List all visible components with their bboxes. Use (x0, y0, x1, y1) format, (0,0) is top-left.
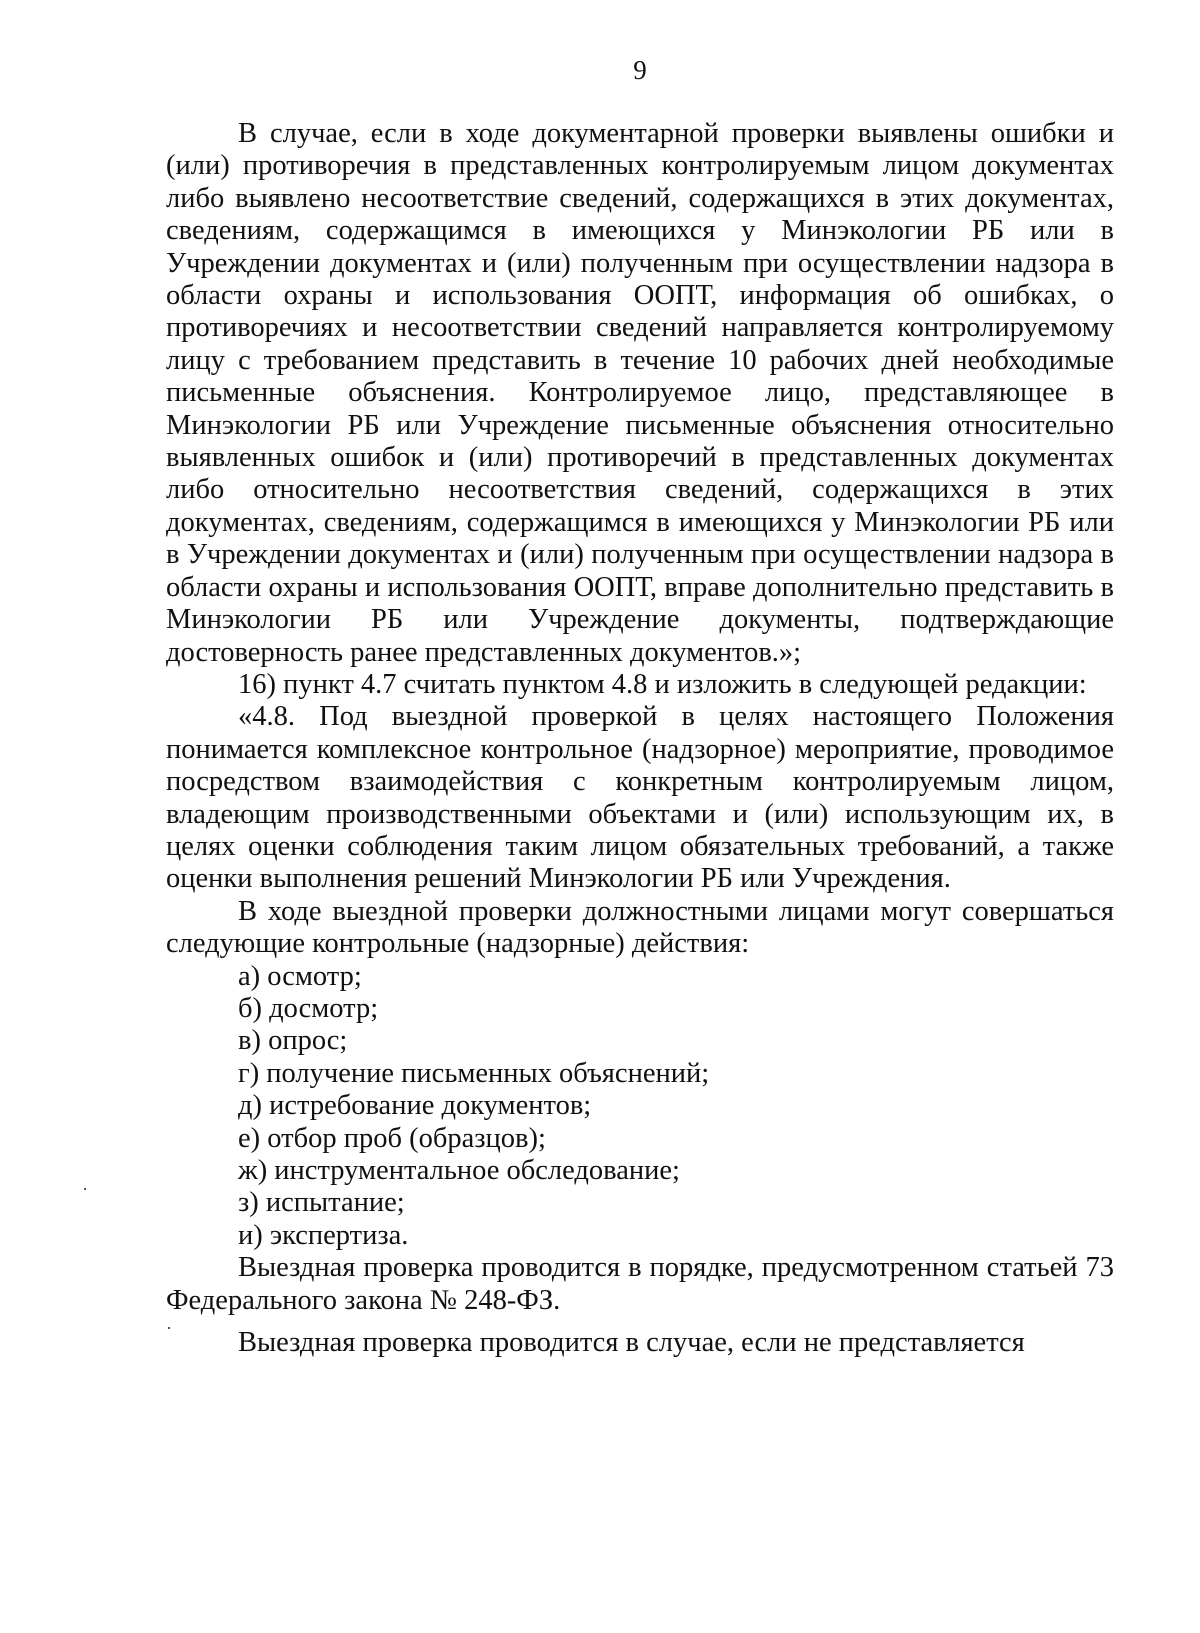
paragraph-field-inspection-definition: «4.8. Под выездной проверкой в целях настоящего Положения понимается комплексное контрольное (надзорное) мероприятие, проводимое посредством взаимодействия с конкретным контролируемым лицом, владеющим производственными объектами и (или) использующим их, в целях оценки соблюдения таким лицом обязательных требований, а также оценки выполнения решений Минэкологии РБ или Учреждения. (166, 701, 1114, 895)
list-item: г) получение письменных объяснений; (238, 1057, 710, 1089)
page-number: 9 (633, 55, 647, 85)
document-body (166, 118, 1114, 1359)
list-item: ж) инструментальное обследование; (238, 1155, 680, 1186)
paragraph-item-16: 16) пункт 4.7 считать пунктом 4.8 и изложить в следующей редакции: (238, 668, 1087, 700)
paragraph-field-inspection-actions-intro: В ходе выездной проверки должностными лицами могут совершаться следующие контрольные (надзорные) действия: (166, 895, 1114, 960)
scan-speck (168, 1327, 170, 1329)
list-item: в) опрос; (238, 1025, 348, 1057)
paragraph-procedure-reference: Выездная проверка проводится в порядке, предусмотренном статьей 73 Федерального закона № 248-ФЗ. (166, 1252, 1114, 1316)
paragraph-documentary-check-errors: В случае, если в ходе документарной проверки выявлены ошибки и (или) противоречия в представленных контролируемым лицом документах либо выявлено несоответствие сведений, содержащихся в этих документах, сведениям, содержащимся в имеющихся у Минэкологии РБ или в Учреждении документах и (или) полученным при осуществлении надзора в области охраны и использования ООПТ, информация об ошибках, о противоречиях и несоответствии сведений направляется контролируемому лицу с требованием представить в течение 10 рабочих дней необходимые письменные объяснения. Контролируемое лицо, представляющее в Минэкологии РБ или Учреждение письменные объяснения относительно выявленных ошибок и (или) противоречий в представленных документах либо относительно несоответствия сведений, содержащихся в этих документах, сведениям, содержащимся в имеющихся у Минэкологии РБ или в Учреждении документах и (или) полученным при осуществлении надзора в области охраны и использования ООПТ, вправе дополнительно представить в Минэкологии РБ или Учреждение документы, подтверждающие достоверность ранее представленных документов.»; (166, 118, 1114, 668)
list-item: е) отбор проб (образцов); (238, 1122, 546, 1154)
list-item: з) испытание; (238, 1187, 405, 1219)
list-item: а) осмотр; (238, 960, 362, 992)
list-item: и) экспертиза. (238, 1219, 409, 1251)
scan-speck (84, 1188, 86, 1190)
list-item: б) досмотр; (238, 992, 379, 1024)
list-item: д) истребование документов; (238, 1090, 592, 1122)
paragraph-field-inspection-conditions: Выездная проверка проводится в случае, если не представляется (238, 1327, 1025, 1359)
actions-list (166, 961, 1114, 1253)
